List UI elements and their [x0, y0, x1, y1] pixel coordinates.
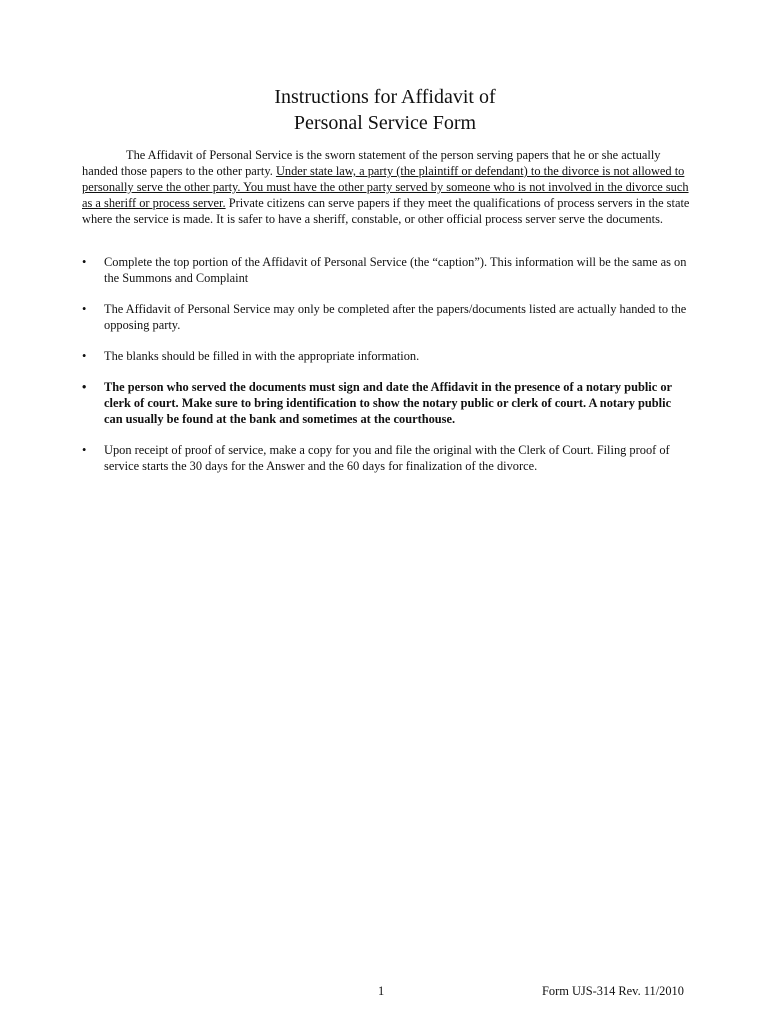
bullet-icon: •	[82, 349, 87, 363]
title-line-1: Instructions for Affidavit of	[274, 86, 496, 108]
title-line-2: Personal Service Form	[293, 112, 477, 134]
instruction-text: The blanks should be filled in with the appropriate information.	[104, 349, 420, 363]
document-title	[0, 84, 770, 136]
instruction-item-filing	[82, 442, 692, 474]
instruction-item-blanks	[82, 348, 692, 364]
instruction-text: Upon receipt of proof of service, make a copy for you and file the original with the Clerk of Court. Filing proof of service starts the 30 days for the Answer and the 60 days for finalization of the divorce.	[104, 443, 670, 473]
instruction-text: The person who served the documents must sign and date the Affidavit in the presence of a notary public or clerk of court. Make sure to bring identification to show the notary public or clerk of court. A notary public can usually be found at the bank and sometimes at the courthouse.	[104, 380, 672, 426]
bullet-icon: •	[82, 443, 87, 457]
bullet-icon: •	[82, 302, 87, 316]
bullet-icon: •	[82, 380, 87, 394]
instruction-list	[82, 254, 692, 474]
instruction-text: The Affidavit of Personal Service may only be completed after the papers/documents listed are actually handed to the opposing party.	[104, 302, 687, 332]
intro-text-start: The Affidavit of Personal Service is the sworn statement of the person serving papers that he or she actually handed those papers to the other party.	[82, 148, 661, 178]
bullet-icon: •	[82, 255, 87, 269]
form-identifier: Form UJS-314 Rev. 11/2010	[542, 984, 684, 998]
instruction-item-completion	[82, 301, 692, 333]
page-number: 1	[378, 984, 385, 998]
intro-text-end: Private citizens can serve papers if they meet the qualifications of process servers in the state where the service is made. It is safer to have a sheriff, constable, or other official process server serve the documents.	[82, 196, 690, 226]
instruction-item-caption	[82, 254, 692, 286]
intro-paragraph	[82, 147, 692, 227]
instruction-text: Complete the top portion of the Affidavit of Personal Service (the “caption”). This information will be the same as on the Summons and Complaint	[104, 255, 687, 285]
intro-underlined-text: Under state law, a party (the plaintiff or defendant) to the divorce is not allowed to personally serve the other party. You must have the other party served by someone who is not involved in the divorce such as a sheriff or process server.	[82, 164, 689, 210]
instruction-item-notary	[82, 379, 692, 427]
